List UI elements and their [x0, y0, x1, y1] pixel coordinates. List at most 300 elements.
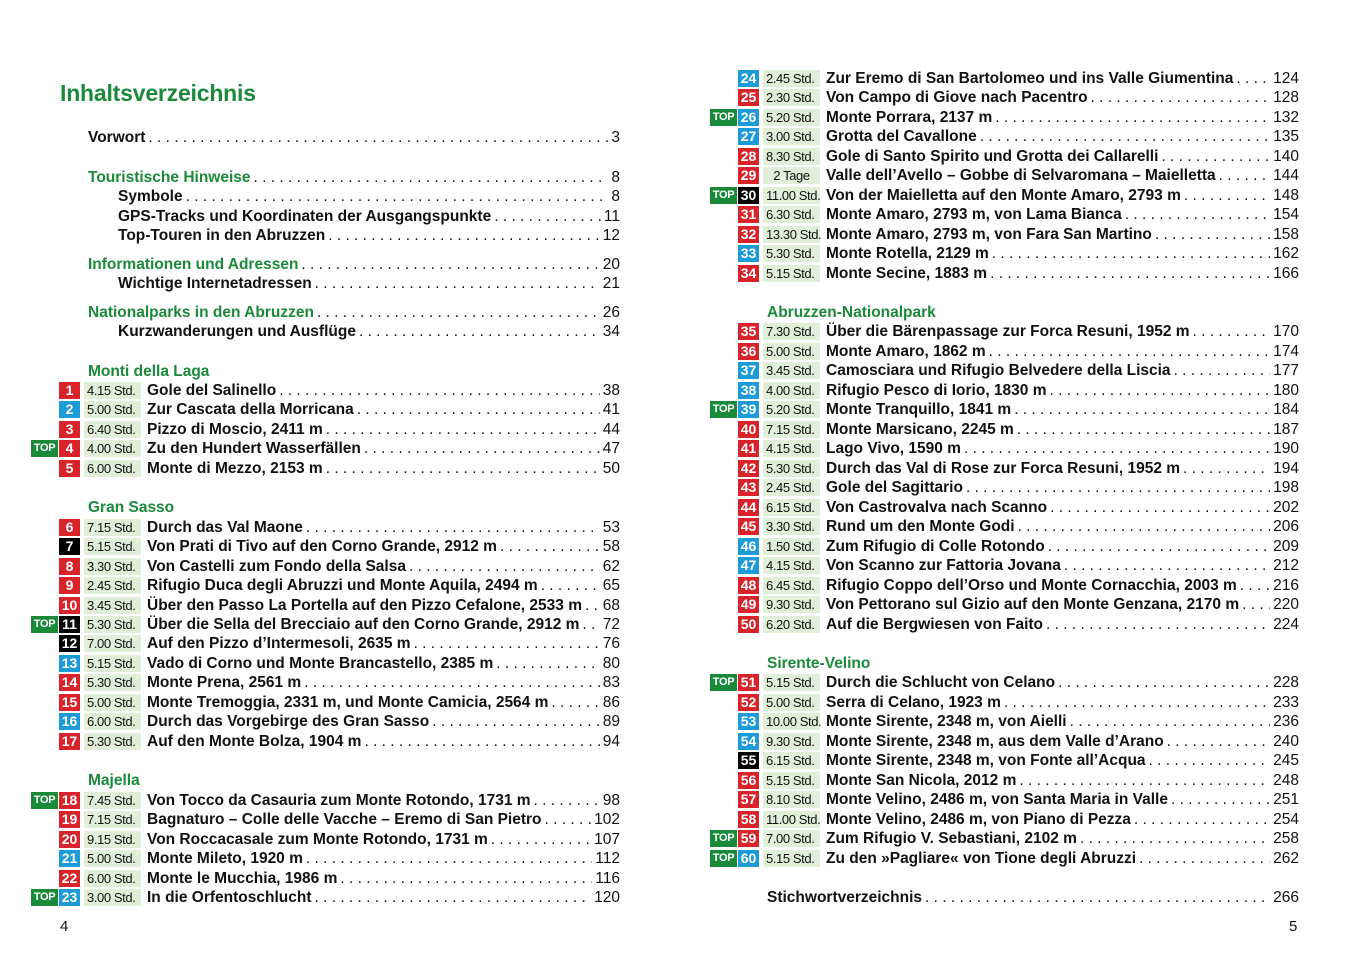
tour-entry[interactable]: [710, 576, 1299, 595]
tour-number-badge: 58: [738, 811, 759, 828]
tour-number-badge: 1: [59, 382, 80, 399]
tour-entry[interactable]: [31, 557, 620, 576]
tour-name: Monte Amaro, 2793 m, von Lama Bianca: [826, 205, 1122, 223]
tour-entry[interactable]: [31, 654, 620, 673]
tour-page: 50: [602, 459, 620, 477]
tour-name: Über die Bärenpassage zur Forca Resuni, 1952 m: [826, 322, 1190, 340]
tour-page: 248: [1273, 771, 1299, 789]
tour-page: 65: [602, 576, 620, 594]
toc-entry-label: Symbole: [118, 188, 183, 205]
leader-dots: [1014, 401, 1270, 419]
tour-entry[interactable]: [710, 244, 1299, 263]
tour-page: 202: [1273, 498, 1299, 516]
tour-page: 120: [594, 888, 620, 906]
tour-duration: 3.00 Std.: [763, 128, 820, 145]
tour-name: Zum Rifugio di Colle Rotondo: [826, 537, 1045, 555]
tour-number-badge: 36: [738, 343, 759, 360]
tour-number-badge: 5: [59, 460, 80, 477]
tour-name: Monte Sirente, 2348 m, von Aielli: [826, 712, 1067, 730]
tour-page: 128: [1273, 88, 1299, 106]
tour-page: 212: [1273, 556, 1299, 574]
tour-number-badge: 8: [59, 558, 80, 575]
tour-entry[interactable]: [710, 517, 1299, 536]
tour-page: 83: [602, 673, 620, 691]
leader-dots: [989, 343, 1270, 361]
tour-duration: 5.15 Std.: [763, 265, 820, 282]
tour-number-badge: 20: [59, 831, 80, 848]
tour-entry[interactable]: [710, 361, 1299, 380]
tour-entry[interactable]: [710, 439, 1299, 458]
tour-entry[interactable]: [710, 537, 1299, 556]
tour-entry[interactable]: [31, 615, 620, 634]
leader-dots: [494, 207, 601, 226]
tour-name: Von Castrovalva nach Scanno: [826, 498, 1048, 516]
top-badge: TOP: [31, 792, 58, 809]
leader-dots: [340, 870, 592, 888]
tour-page: 98: [602, 791, 620, 809]
tour-page: 170: [1273, 322, 1299, 340]
leader-dots: [1219, 167, 1270, 185]
tour-number-badge: 6: [59, 519, 80, 536]
tour-entry[interactable]: [710, 127, 1299, 146]
tour-duration: 2.45 Std.: [763, 70, 820, 87]
tour-entry[interactable]: [31, 791, 620, 810]
tour-number-badge: 51: [738, 674, 759, 691]
toc-entry-page: 34: [602, 323, 620, 340]
tour-entry[interactable]: [710, 849, 1299, 868]
tour-name: Monte Amaro, 2793 m, von Fara San Martino: [826, 225, 1152, 243]
tour-page: 53: [602, 518, 620, 536]
tour-duration: 5.00 Std.: [84, 401, 141, 418]
tour-name: Durch die Schlucht von Celano: [826, 673, 1056, 691]
tour-entry[interactable]: [31, 810, 620, 829]
leader-dots: [1161, 148, 1270, 166]
leader-dots: [582, 616, 599, 634]
tour-page: 80: [602, 654, 620, 672]
tour-entry[interactable]: [710, 147, 1299, 166]
tour-entry[interactable]: [710, 790, 1299, 809]
tour-entry[interactable]: [710, 108, 1299, 127]
tour-name: Zur Eremo di San Bartolomeo und ins Valle Giumentina: [826, 69, 1234, 87]
leader-dots: [541, 577, 600, 595]
tour-page: 86: [602, 693, 620, 711]
leader-dots: [364, 440, 600, 458]
tour-name: Auf den Pizzo d’Intermesoli, 2635 m: [147, 634, 411, 652]
tour-page: 174: [1273, 342, 1299, 360]
tour-duration: 11.00 Std.: [763, 187, 820, 204]
tour-number-badge: 34: [738, 265, 759, 282]
leader-dots: [306, 850, 592, 868]
tour-entry[interactable]: [710, 400, 1299, 419]
toc-entry[interactable]: [88, 168, 620, 187]
tour-duration: 5.30 Std.: [763, 245, 820, 262]
tour-entry[interactable]: [710, 166, 1299, 185]
tour-number-badge: 45: [738, 518, 759, 535]
tour-number-badge: 48: [738, 577, 759, 594]
leader-dots: [306, 519, 600, 537]
tour-page: 220: [1273, 595, 1299, 613]
tour-page: 94: [602, 732, 620, 750]
tour-page: 251: [1273, 790, 1299, 808]
tour-number-badge: 47: [738, 557, 759, 574]
tour-entry[interactable]: [710, 595, 1299, 614]
tour-number-badge: 11: [59, 616, 80, 633]
tour-number-badge: 60: [738, 850, 759, 867]
tour-duration: 2.30 Std.: [763, 89, 820, 106]
toc-entry[interactable]: [88, 303, 620, 322]
tour-duration: 7.15 Std.: [84, 519, 141, 536]
tour-page: 236: [1273, 712, 1299, 730]
top-badge: TOP: [31, 889, 58, 906]
tour-name: Von Scanno zur Fattoria Jovana: [826, 556, 1061, 574]
left-page-number: 4: [60, 918, 69, 935]
tour-page: 180: [1273, 381, 1299, 399]
tour-name: Monte Tremoggia, 2331 m, und Monte Camicia, 2564 m: [147, 693, 549, 711]
toc-entry-label: GPS-Tracks und Koordinaten der Ausgangspunkte: [118, 208, 492, 225]
top-badge: TOP: [31, 440, 58, 457]
tour-entry[interactable]: [710, 810, 1299, 829]
tour-name: Monte Amaro, 1862 m: [826, 342, 986, 360]
tour-entry[interactable]: [710, 771, 1299, 790]
tour-duration: 5.00 Std.: [763, 343, 820, 360]
toc-title: Inhaltsverzeichnis: [60, 80, 256, 106]
tour-name: Zu den Hundert Wasserfällen: [147, 439, 361, 457]
leader-dots: [534, 792, 600, 810]
tour-number-badge: 10: [59, 597, 80, 614]
tour-number-badge: 46: [738, 538, 759, 555]
leader-dots: [328, 226, 600, 245]
tour-page: 144: [1273, 166, 1299, 184]
leader-dots: [409, 558, 600, 576]
tour-entry[interactable]: [31, 693, 620, 712]
tour-number-badge: 32: [738, 226, 759, 243]
tour-name: Zum Rifugio V. Sebastiani, 2102 m: [826, 829, 1077, 847]
tour-name: Grotta del Cavallone: [826, 127, 977, 145]
leader-dots: [357, 401, 600, 419]
tour-entry[interactable]: [710, 225, 1299, 244]
tour-entry[interactable]: [710, 556, 1299, 575]
tour-page: 140: [1273, 147, 1299, 165]
tour-page: 254: [1273, 810, 1299, 828]
tour-entry[interactable]: [710, 459, 1299, 478]
tour-name: Monte Secine, 1883 m: [826, 264, 988, 282]
tour-name: Rifugio Duca degli Abruzzi und Monte Aquila, 2494 m: [147, 576, 538, 594]
tour-number-badge: 59: [738, 830, 759, 847]
tour-duration: 5.30 Std.: [84, 674, 141, 691]
tour-duration: 2.45 Std.: [763, 479, 820, 496]
leader-dots: [1193, 323, 1271, 341]
tour-name: Gole del Salinello: [147, 381, 277, 399]
tour-page: 187: [1273, 420, 1299, 438]
tour-duration: 3.30 Std.: [84, 558, 141, 575]
leader-dots: [500, 538, 600, 556]
tour-duration: 9.30 Std.: [763, 733, 820, 750]
tour-entry[interactable]: [31, 634, 620, 653]
tour-name: Monte Prena, 2561 m: [147, 673, 302, 691]
tour-number-badge: 40: [738, 421, 759, 438]
tour-entry[interactable]: [710, 264, 1299, 283]
tour-page: 124: [1273, 69, 1299, 87]
tour-number-badge: 3: [59, 421, 80, 438]
tour-number-badge: 21: [59, 850, 80, 867]
tour-name: Monte le Mucchia, 1986 m: [147, 869, 338, 887]
leader-dots: [1050, 382, 1271, 400]
tour-duration: 7.00 Std.: [84, 635, 141, 652]
tour-page: 233: [1273, 693, 1299, 711]
leader-dots: [990, 265, 1270, 283]
tour-number-badge: 16: [59, 713, 80, 730]
tour-page: 228: [1273, 673, 1299, 691]
tour-entry[interactable]: [710, 829, 1299, 848]
toc-entry-label: Touristische Hinweise: [88, 169, 251, 186]
tour-page: 177: [1273, 361, 1299, 379]
tour-number-badge: 13: [59, 655, 80, 672]
section-heading: Monti della Laga: [88, 363, 210, 380]
tour-entry[interactable]: [710, 322, 1299, 341]
leader-dots: [1139, 850, 1270, 868]
leader-dots: [585, 597, 600, 615]
tour-entry[interactable]: [31, 576, 620, 595]
tour-page: 68: [602, 596, 620, 614]
tour-entry[interactable]: [710, 342, 1299, 361]
tour-page: 72: [602, 615, 620, 633]
leader-dots: [1149, 752, 1271, 770]
tour-duration: 5.00 Std.: [763, 694, 820, 711]
tour-number-badge: 43: [738, 479, 759, 496]
leader-dots: [317, 303, 600, 322]
tour-name: Serra di Celano, 1923 m: [826, 693, 1001, 711]
leader-dots: [1058, 674, 1270, 692]
leader-dots: [186, 187, 609, 206]
section-heading: Gran Sasso: [88, 499, 175, 516]
tour-duration: 6.45 Std.: [763, 577, 820, 594]
tour-number-badge: 17: [59, 733, 80, 750]
leader-dots: [279, 382, 600, 400]
right-page-number: 5: [1289, 918, 1298, 935]
leader-dots: [304, 674, 600, 692]
tour-entry[interactable]: [31, 439, 620, 458]
tour-number-badge: 9: [59, 577, 80, 594]
tour-name: Bagnaturo – Colle delle Vacche – Eremo di San Pietro: [147, 810, 542, 828]
tour-entry[interactable]: [31, 596, 620, 615]
tour-number-badge: 52: [738, 694, 759, 711]
tour-number-badge: 37: [738, 362, 759, 379]
tour-entry[interactable]: [710, 615, 1299, 634]
tour-page: 158: [1273, 225, 1299, 243]
tour-number-badge: 57: [738, 791, 759, 808]
toc-entry-label: Nationalparks in den Abruzzen: [88, 304, 314, 321]
tour-entry[interactable]: [710, 88, 1299, 107]
tour-number-badge: 25: [738, 89, 759, 106]
toc-entry[interactable]: [118, 274, 620, 293]
tour-entry[interactable]: [710, 751, 1299, 770]
tour-duration: 4.15 Std.: [763, 440, 820, 457]
tour-name: Durch das Val Maone: [147, 518, 303, 536]
tour-duration: 3.00 Std.: [84, 889, 141, 906]
tour-number-badge: 55: [738, 752, 759, 769]
tour-number-badge: 29: [738, 167, 759, 184]
tour-entry[interactable]: [710, 712, 1299, 731]
toc-entry-page: 21: [602, 275, 620, 292]
leader-dots: [1017, 421, 1270, 439]
tour-number-badge: 35: [738, 323, 759, 340]
tour-entry[interactable]: [710, 498, 1299, 517]
top-badge: TOP: [710, 674, 737, 691]
tour-entry[interactable]: [710, 186, 1299, 205]
leader-dots: [491, 831, 591, 849]
tour-number-badge: 24: [738, 70, 759, 87]
tour-entry[interactable]: [31, 830, 620, 849]
leader-dots: [326, 460, 600, 478]
tour-duration: 7.45 Std.: [84, 792, 141, 809]
tour-entry[interactable]: [31, 537, 620, 556]
tour-entry[interactable]: [31, 400, 620, 419]
tour-name: Camosciara und Rifugio Belvedere della Liscia: [826, 361, 1171, 379]
tour-number-badge: 53: [738, 713, 759, 730]
toc-entry[interactable]: [118, 207, 620, 226]
tour-number-badge: 27: [738, 128, 759, 145]
tour-name: Von Castelli zum Fondo della Salsa: [147, 557, 406, 575]
tour-page: 112: [595, 849, 620, 867]
tour-duration: 6.00 Std.: [84, 460, 141, 477]
tour-entry[interactable]: [31, 420, 620, 439]
tour-number-badge: 42: [738, 460, 759, 477]
tour-name: Zu den »Pagliare« von Tione degli Abruzzi: [826, 849, 1137, 867]
tour-page: 58: [602, 537, 620, 555]
tour-entry[interactable]: [31, 673, 620, 692]
tour-entry[interactable]: [710, 69, 1299, 88]
tour-number-badge: 18: [59, 792, 80, 809]
tour-page: 190: [1273, 439, 1299, 457]
tour-number-badge: 38: [738, 382, 759, 399]
tour-name: Von Prati di Tivo auf den Corno Grande, 2912 m: [147, 537, 497, 555]
tour-number-badge: 19: [59, 811, 80, 828]
toc-entry[interactable]: [118, 226, 620, 245]
tour-number-badge: 30: [738, 187, 759, 204]
leader-dots: [980, 128, 1270, 146]
tour-entry[interactable]: [710, 205, 1299, 224]
tour-number-badge: 12: [59, 635, 80, 652]
tour-entry[interactable]: [31, 849, 620, 868]
tour-duration: 2.45 Std.: [84, 577, 141, 594]
toc-entry[interactable]: [88, 128, 620, 147]
leader-dots: [254, 168, 609, 187]
tour-number-badge: 39: [738, 401, 759, 418]
toc-entry-label: Vorwort: [88, 129, 146, 146]
leader-dots: [1183, 460, 1270, 478]
leader-dots: [966, 479, 1270, 497]
tour-name: Monte Velino, 2486 m, von Piano di Pezza: [826, 810, 1131, 828]
toc-entry-page: 26: [602, 304, 620, 321]
tour-name: Lago Vivo, 1590 m: [826, 439, 961, 457]
tour-number-badge: 2: [59, 401, 80, 418]
tour-entry[interactable]: [31, 381, 620, 400]
tour-name: Gole di Santo Spirito und Grotta dei Callarelli: [826, 147, 1159, 165]
tour-name: Monte Marsicano, 2245 m: [826, 420, 1014, 438]
tour-duration: 6.30 Std.: [763, 206, 820, 223]
tour-page: 107: [594, 830, 620, 848]
tour-entry[interactable]: [710, 381, 1299, 400]
leader-dots: [1070, 713, 1271, 731]
tour-number-badge: 33: [738, 245, 759, 262]
tour-name: In die Orfentoschlucht: [147, 888, 312, 906]
tour-name: Monte Sirente, 2348 m, aus dem Valle d’Arano: [826, 732, 1164, 750]
tour-duration: 5.00 Std.: [84, 694, 141, 711]
index-page: 266: [1273, 889, 1299, 906]
tour-number-badge: 54: [738, 733, 759, 750]
leader-dots: [1019, 772, 1270, 790]
toc-entry[interactable]: [118, 322, 620, 341]
section-heading: Majella: [88, 772, 140, 789]
leader-dots: [1046, 616, 1270, 634]
tour-name: Gole del Sagittario: [826, 478, 963, 496]
tour-page: 132: [1273, 108, 1299, 126]
leader-dots: [1004, 694, 1270, 712]
tour-entry[interactable]: [31, 712, 620, 731]
tour-duration: 7.30 Std.: [763, 323, 820, 340]
tour-entry[interactable]: [31, 869, 620, 888]
tour-duration: 4.15 Std.: [84, 382, 141, 399]
tour-page: 198: [1273, 478, 1299, 496]
tour-duration: 13.30 Std.: [763, 226, 820, 243]
tour-duration: 5.30 Std.: [84, 733, 141, 750]
tour-entry[interactable]: [31, 459, 620, 478]
toc-entry[interactable]: [88, 255, 620, 274]
tour-duration: 11.00 Std.: [763, 811, 820, 828]
tour-page: 216: [1273, 576, 1299, 594]
tour-name: Von der Maielletta auf den Monte Amaro, 2793 m: [826, 186, 1181, 204]
toc-entry-label: Wichtige Internetadressen: [118, 275, 312, 292]
tour-entry[interactable]: [710, 478, 1299, 497]
tour-duration: 5.30 Std.: [763, 460, 820, 477]
tour-number-badge: 49: [738, 596, 759, 613]
tour-number-badge: 56: [738, 772, 759, 789]
toc-entry[interactable]: [118, 187, 620, 206]
index-entry[interactable]: [767, 888, 1299, 907]
tour-duration: 9.30 Std.: [763, 596, 820, 613]
leader-dots: [1091, 89, 1271, 107]
tour-entry[interactable]: [710, 732, 1299, 751]
tour-name: Über den Passo La Portella auf den Pizzo Cefalone, 2533 m: [147, 596, 582, 614]
tour-number-badge: 31: [738, 206, 759, 223]
tour-name: Monte di Mezzo, 2153 m: [147, 459, 323, 477]
leader-dots: [414, 635, 600, 653]
tour-name: Von Tocco da Casauria zum Monte Rotondo, 1731 m: [147, 791, 531, 809]
tour-page: 154: [1273, 205, 1299, 223]
tour-name: Von Pettorano sul Gizio auf den Monte Genzana, 2170 m: [826, 595, 1240, 613]
tour-page: 44: [602, 420, 620, 438]
tour-duration: 5.15 Std.: [763, 674, 820, 691]
tour-entry[interactable]: [31, 888, 620, 907]
tour-number-badge: 50: [738, 616, 759, 633]
leader-dots: [1050, 499, 1270, 517]
tour-name: Monte Sirente, 2348 m, von Fonte all’Acqua: [826, 751, 1146, 769]
tour-duration: 5.20 Std.: [763, 401, 820, 418]
tour-page: 209: [1273, 537, 1299, 555]
tour-entry[interactable]: [710, 693, 1299, 712]
tour-duration: 3.45 Std.: [84, 597, 141, 614]
tour-name: Rund um den Monte Godi: [826, 517, 1015, 535]
leader-dots: [326, 421, 600, 439]
tour-entry[interactable]: [710, 420, 1299, 439]
tour-entry[interactable]: [31, 518, 620, 537]
tour-page: 206: [1273, 517, 1299, 535]
tour-duration: 3.30 Std.: [763, 518, 820, 535]
tour-entry[interactable]: [31, 732, 620, 751]
tour-entry[interactable]: [710, 673, 1299, 692]
tour-page: 89: [602, 712, 620, 730]
tour-duration: 5.15 Std.: [84, 538, 141, 555]
